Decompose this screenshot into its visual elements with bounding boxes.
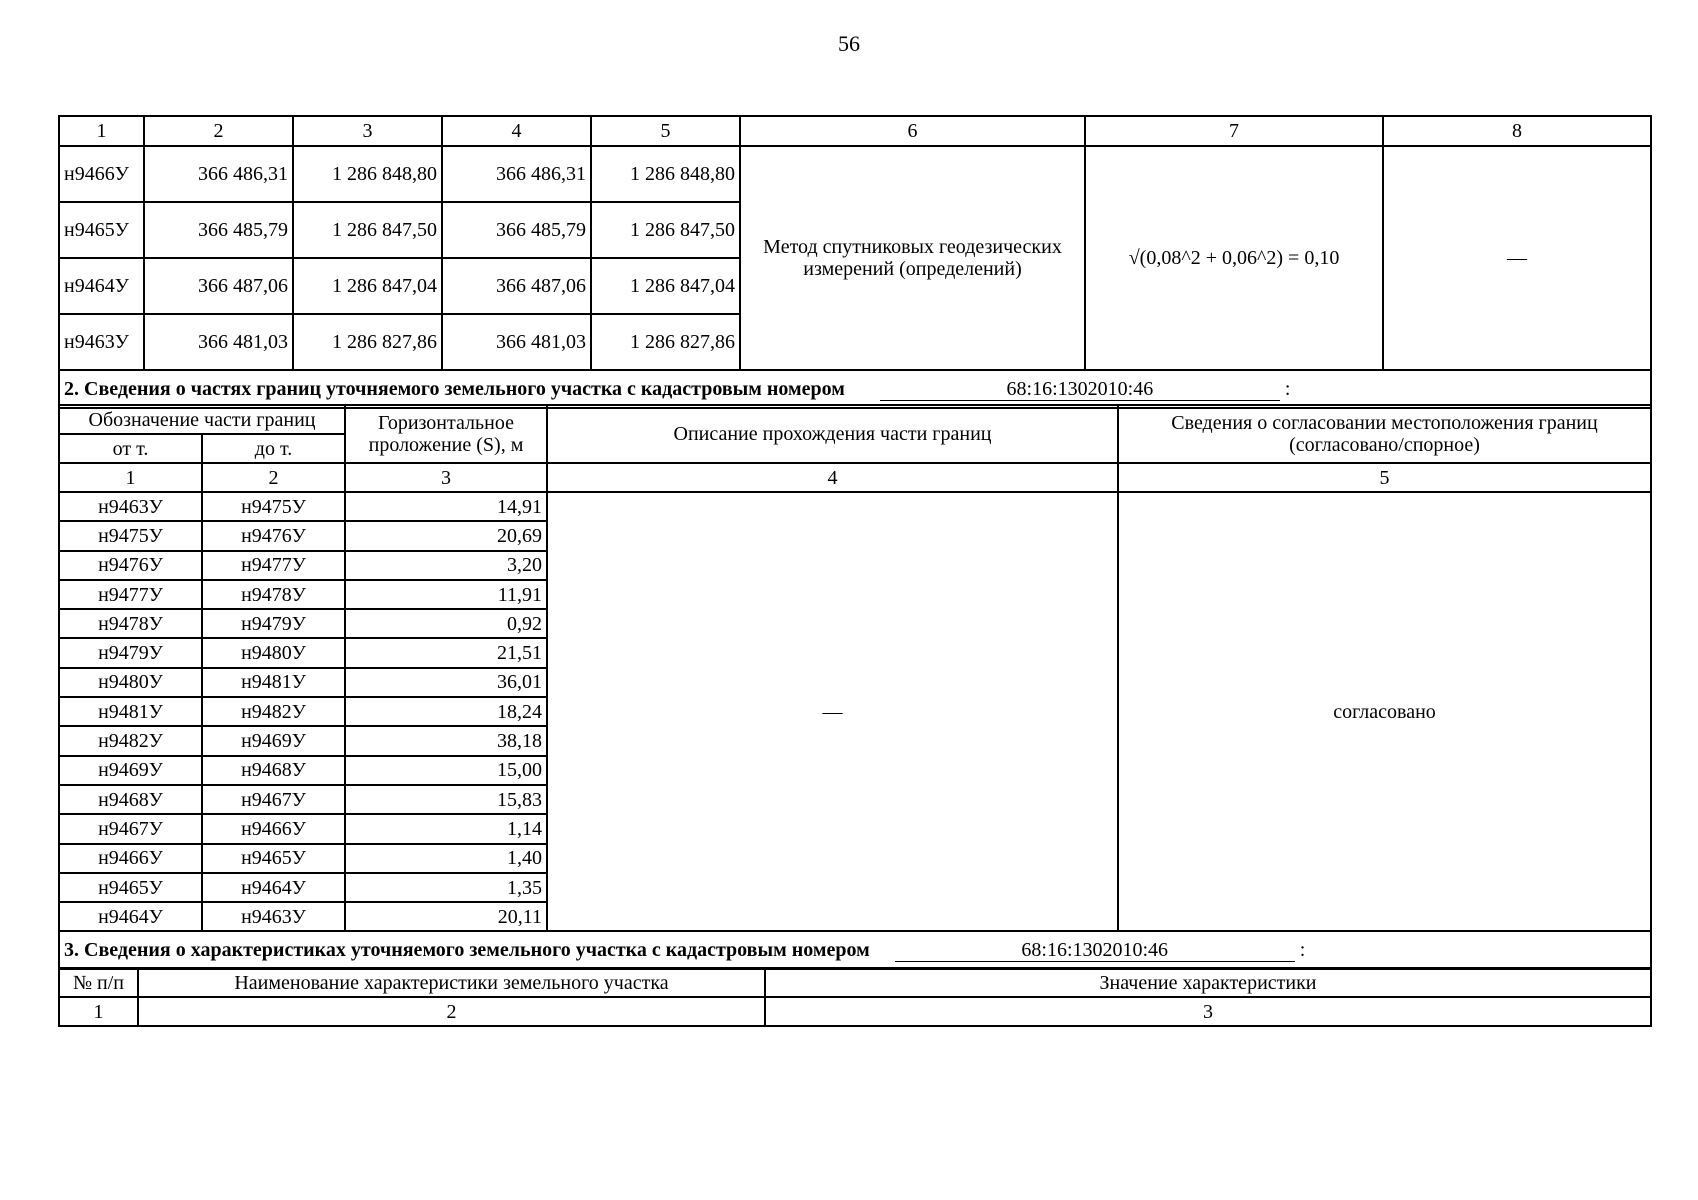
from-point: н9463У	[59, 492, 202, 521]
coordinates-table	[58, 115, 1652, 409]
section-3-colon: :	[1299, 938, 1306, 961]
from-point: н9475У	[59, 521, 202, 550]
x-refined: 366 481,03	[442, 314, 591, 370]
distance: 1,14	[345, 814, 547, 843]
to-point: н9482У	[202, 697, 345, 726]
distance: 0,92	[345, 609, 547, 638]
y-existing: 1 286 848,80	[293, 146, 442, 202]
agreement-cell: согласовано	[1118, 492, 1651, 931]
col-number: 3	[345, 463, 547, 492]
to-point: н9476У	[202, 521, 345, 550]
y-existing: 1 286 847,04	[293, 258, 442, 314]
y-refined: 1 286 848,80	[591, 146, 740, 202]
section-2-title-cell	[59, 370, 1651, 408]
x-existing: 366 486,31	[144, 146, 293, 202]
hdr-to: до т.	[202, 434, 345, 463]
from-point: н9477У	[59, 580, 202, 609]
distance: 20,11	[345, 902, 547, 931]
characteristics-header-row	[59, 968, 1651, 997]
from-point: н9469У	[59, 756, 202, 785]
section-2-cadastral-number: 68:16:1302010:46	[880, 378, 1280, 401]
col-number: 3	[765, 997, 1651, 1026]
table-row	[59, 146, 1651, 202]
col-number: 1	[59, 116, 144, 146]
from-point: н9466У	[59, 844, 202, 873]
from-point: н9464У	[59, 902, 202, 931]
col-number: 1	[59, 997, 138, 1026]
hdr-from: от т.	[59, 434, 202, 463]
to-point: н9464У	[202, 873, 345, 902]
from-point: н9480У	[59, 668, 202, 697]
boundary-number-row	[59, 463, 1651, 492]
section-3-title-cell	[59, 931, 1651, 969]
to-point: н9463У	[202, 902, 345, 931]
col-number: 4	[442, 116, 591, 146]
to-point: н9477У	[202, 551, 345, 580]
from-point: н9481У	[59, 697, 202, 726]
col-number: 3	[293, 116, 442, 146]
y-refined: 1 286 847,04	[591, 258, 740, 314]
x-refined: 366 487,06	[442, 258, 591, 314]
x-refined: 366 485,79	[442, 202, 591, 258]
x-refined: 366 486,31	[442, 146, 591, 202]
col-number: 1	[59, 463, 202, 492]
distance: 15,83	[345, 785, 547, 814]
to-point: н9478У	[202, 580, 345, 609]
to-point: н9469У	[202, 726, 345, 755]
from-point: н9468У	[59, 785, 202, 814]
description-cell: —	[547, 492, 1118, 931]
distance: 18,24	[345, 697, 547, 726]
distance: 15,00	[345, 756, 547, 785]
from-point: н9476У	[59, 551, 202, 580]
hdr-designation: Обозначение части границ	[59, 405, 345, 434]
distance: 38,18	[345, 726, 547, 755]
hdr-description: Описание прохождения части границ	[547, 405, 1118, 463]
hdr-horizontal: Горизонтальное проложение (S), м	[345, 405, 547, 463]
section-2-title: 2. Сведения о частях границ уточняемого земельного участка с кадастровым номером	[64, 377, 845, 400]
col-number: 7	[1085, 116, 1383, 146]
section-2-title-row	[59, 370, 1651, 408]
from-point: н9479У	[59, 638, 202, 667]
from-point: н9478У	[59, 609, 202, 638]
table-row	[59, 492, 1651, 521]
characteristics-number-row	[59, 997, 1651, 1026]
distance: 14,91	[345, 492, 547, 521]
col-number: 2	[202, 463, 345, 492]
y-refined: 1 286 847,50	[591, 202, 740, 258]
y-existing: 1 286 847,50	[293, 202, 442, 258]
boundary-parts-table	[58, 404, 1652, 970]
distance: 36,01	[345, 668, 547, 697]
point-id: н9464У	[59, 258, 144, 314]
hdr-agreement: Сведения о согласовании местоположения границ (согласовано/спорное)	[1118, 405, 1651, 463]
col8-cell: —	[1383, 146, 1651, 370]
section-3-title: 3. Сведения о характеристиках уточняемого земельного участка с кадастровым номером	[64, 938, 870, 961]
characteristics-table	[58, 967, 1652, 1027]
to-point: н9479У	[202, 609, 345, 638]
to-point: н9475У	[202, 492, 345, 521]
from-point: н9467У	[59, 814, 202, 843]
distance: 3,20	[345, 551, 547, 580]
y-refined: 1 286 827,86	[591, 314, 740, 370]
page-number: 56	[838, 31, 860, 56]
hdr-name: Наименование характеристики земельного участка	[138, 968, 765, 997]
coordinates-header-row	[59, 116, 1651, 146]
col-number: 5	[1118, 463, 1651, 492]
to-point: н9467У	[202, 785, 345, 814]
to-point: н9480У	[202, 638, 345, 667]
point-id: н9466У	[59, 146, 144, 202]
point-id: н9465У	[59, 202, 144, 258]
distance: 21,51	[345, 638, 547, 667]
col-number: 2	[138, 997, 765, 1026]
boundary-header-row	[59, 405, 1651, 434]
method-cell: Метод спутниковых геодезических измерений (определений)	[740, 146, 1085, 370]
accuracy-cell: √(0,08^2 + 0,06^2) = 0,10	[1085, 146, 1383, 370]
hdr-num: № п/п	[59, 968, 138, 997]
from-point: н9465У	[59, 873, 202, 902]
distance: 1,35	[345, 873, 547, 902]
x-existing: 366 485,79	[144, 202, 293, 258]
hdr-value: Значение характеристики	[765, 968, 1651, 997]
distance: 11,91	[345, 580, 547, 609]
section-3-cadastral-number: 68:16:1302010:46	[895, 939, 1295, 962]
col-number: 8	[1383, 116, 1651, 146]
section-3-title-row	[59, 931, 1651, 969]
col-number: 6	[740, 116, 1085, 146]
col-number: 5	[591, 116, 740, 146]
distance: 20,69	[345, 521, 547, 550]
to-point: н9465У	[202, 844, 345, 873]
section-2-colon: :	[1284, 377, 1291, 400]
to-point: н9468У	[202, 756, 345, 785]
col-number: 4	[547, 463, 1118, 492]
distance: 1,40	[345, 844, 547, 873]
col-number: 2	[144, 116, 293, 146]
to-point: н9481У	[202, 668, 345, 697]
to-point: н9466У	[202, 814, 345, 843]
y-existing: 1 286 827,86	[293, 314, 442, 370]
point-id: н9463У	[59, 314, 144, 370]
x-existing: 366 481,03	[144, 314, 293, 370]
from-point: н9482У	[59, 726, 202, 755]
x-existing: 366 487,06	[144, 258, 293, 314]
